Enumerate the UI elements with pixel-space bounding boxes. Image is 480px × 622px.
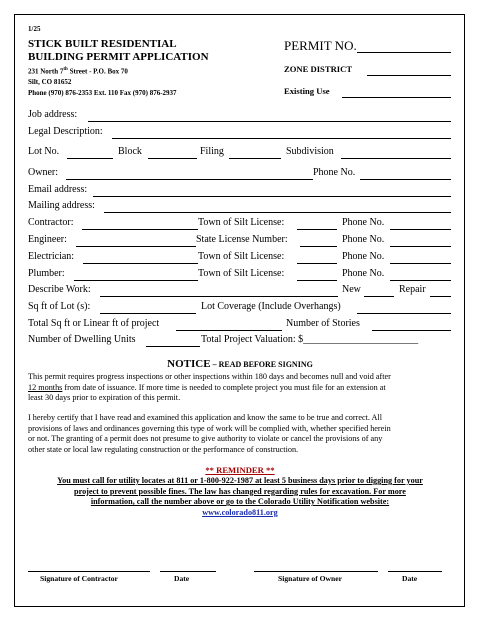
number-of-stories-label: Number of Stories: [286, 318, 360, 329]
legal-description-field[interactable]: [112, 138, 451, 139]
notice-paragraph-1: This permit requires progress inspections or other inspections within 180 days and becomes null and void after 12 months from date of issuance. If more time is needed to complete project you must file for an extension at least 30 days prior to expiration of this permit.: [28, 372, 391, 403]
subdivision-field[interactable]: [341, 158, 451, 159]
plumber-phone-field[interactable]: [390, 280, 451, 281]
office-address: 231 North 7th Street - P.O. Box 70: [28, 67, 128, 76]
contractor-signature-line[interactable]: [28, 571, 150, 572]
reminder-title: ** REMINDER **: [205, 465, 275, 475]
job-address-label: Job address:: [28, 109, 78, 120]
plumber-field[interactable]: [74, 280, 198, 281]
office-city: Silt, CO 81652: [28, 78, 72, 86]
zone-district-field[interactable]: [367, 75, 451, 76]
reminder-text: You must call for utility locates at 811 or 1-800-922-1987 at least 5 business days prior to digging for your project to prevent possible fines. The law has changed regarding rules for excavation. For more information, call the number above or go to the Colorado Utility Notification website: www.colorado811.org: [57, 476, 423, 517]
contractor-license-label: Town of Silt License:: [198, 217, 285, 228]
form-title-line1: STICK BUILT RESIDENTIAL: [28, 38, 177, 50]
new-field[interactable]: [364, 296, 394, 297]
mailing-address-field[interactable]: [104, 212, 451, 213]
contractor-label: Contractor:: [28, 217, 74, 228]
electrician-license-label: Town of Silt License:: [198, 251, 285, 262]
electrician-field[interactable]: [83, 263, 198, 264]
contractor-license-field[interactable]: [297, 229, 337, 230]
block-field[interactable]: [148, 158, 197, 159]
repair-label: Repair: [399, 284, 426, 295]
total-valuation-field[interactable]: Total Project Valuation: $_______________________: [201, 334, 419, 345]
electrician-license-field[interactable]: [297, 263, 337, 264]
block-label: Block: [118, 146, 142, 157]
contractor-field[interactable]: [82, 229, 198, 230]
engineer-phone-label: Phone No.: [342, 234, 385, 245]
filing-label: Filing: [200, 146, 224, 157]
engineer-license-label: State License Number:: [196, 234, 288, 245]
job-address-field[interactable]: [88, 121, 451, 122]
email-field[interactable]: [93, 196, 451, 197]
engineer-label: Engineer:: [28, 234, 67, 245]
contractor-phone-field[interactable]: [390, 229, 451, 230]
sq-ft-lot-field[interactable]: [100, 313, 196, 314]
repair-field[interactable]: [430, 296, 451, 297]
permit-no-label: PERMIT NO.: [284, 38, 357, 53]
owner-phone-label: Phone No.: [313, 167, 356, 178]
office-phone: Phone (970) 876-2353 Ext. 110 Fax (970) 876-2937: [28, 89, 177, 97]
lot-coverage-label: Lot Coverage (Include Overhangs): [201, 301, 341, 312]
owner-phone-field[interactable]: [360, 179, 451, 180]
signature-owner-label: Signature of Owner: [278, 574, 342, 583]
owner-label: Owner:: [28, 167, 58, 178]
permit-no-field[interactable]: [357, 52, 451, 53]
dwelling-units-label: Number of Dwelling Units: [28, 334, 136, 345]
sq-ft-lot-label: Sq ft of Lot (s):: [28, 301, 91, 312]
email-label: Email address:: [28, 184, 88, 195]
subdivision-label: Subdivision: [286, 146, 334, 157]
signature-contractor-label: Signature of Contractor: [40, 574, 118, 583]
form-number: 1/25: [28, 25, 41, 33]
owner-date-line[interactable]: [388, 571, 442, 572]
filing-field[interactable]: [229, 158, 281, 159]
colorado811-link[interactable]: www.colorado811.org: [202, 507, 278, 517]
contractor-date-line[interactable]: [160, 571, 216, 572]
date-label-2: Date: [402, 574, 418, 583]
existing-use-field[interactable]: [342, 97, 451, 98]
describe-work-field[interactable]: [100, 296, 338, 297]
lot-no-label: Lot No.: [28, 146, 60, 157]
number-of-stories-field[interactable]: [372, 330, 451, 331]
existing-use-label: Existing Use: [284, 86, 330, 96]
notice-heading: NOTICE – READ BEFORE SIGNING: [167, 358, 313, 370]
plumber-phone-label: Phone No.: [342, 268, 385, 279]
mailing-address-label: Mailing address:: [28, 200, 95, 211]
lot-no-field[interactable]: [67, 158, 113, 159]
engineer-phone-field[interactable]: [390, 246, 451, 247]
describe-work-label: Describe Work:: [28, 284, 91, 295]
new-label: New: [342, 284, 361, 295]
date-label-1: Date: [174, 574, 190, 583]
zone-district-label: ZONE DISTRICT: [284, 64, 353, 74]
plumber-label: Plumber:: [28, 268, 65, 279]
legal-description-label: Legal Description:: [28, 126, 103, 137]
electrician-label: Electrician:: [28, 251, 75, 262]
electrician-phone-field[interactable]: [390, 263, 451, 264]
owner-signature-line[interactable]: [254, 571, 378, 572]
notice-paragraph-2: I hereby certify that I have read and examined this application and know the same to be true and correct. All provisions of laws and ordinances governing this type of work will be complied with, whether specified herein or not. The granting of a permit does not presume to give authority to violate or cancel the provisions of any other state or local law regulating construction or the performance of construction.: [28, 413, 391, 454]
plumber-license-field[interactable]: [297, 280, 337, 281]
contractor-phone-label: Phone No.: [342, 217, 385, 228]
form-title-line2: BUILDING PERMIT APPLICATION: [28, 51, 209, 63]
engineer-license-field[interactable]: [300, 246, 337, 247]
lot-coverage-field[interactable]: [357, 313, 451, 314]
plumber-license-label: Town of Silt License:: [198, 268, 285, 279]
dwelling-units-field[interactable]: [146, 346, 200, 347]
total-sq-ft-label: Total Sq ft or Linear ft of project: [28, 318, 160, 329]
total-sq-ft-field[interactable]: [176, 330, 282, 331]
engineer-field[interactable]: [76, 246, 196, 247]
electrician-phone-label: Phone No.: [342, 251, 385, 262]
owner-field[interactable]: [66, 179, 313, 180]
